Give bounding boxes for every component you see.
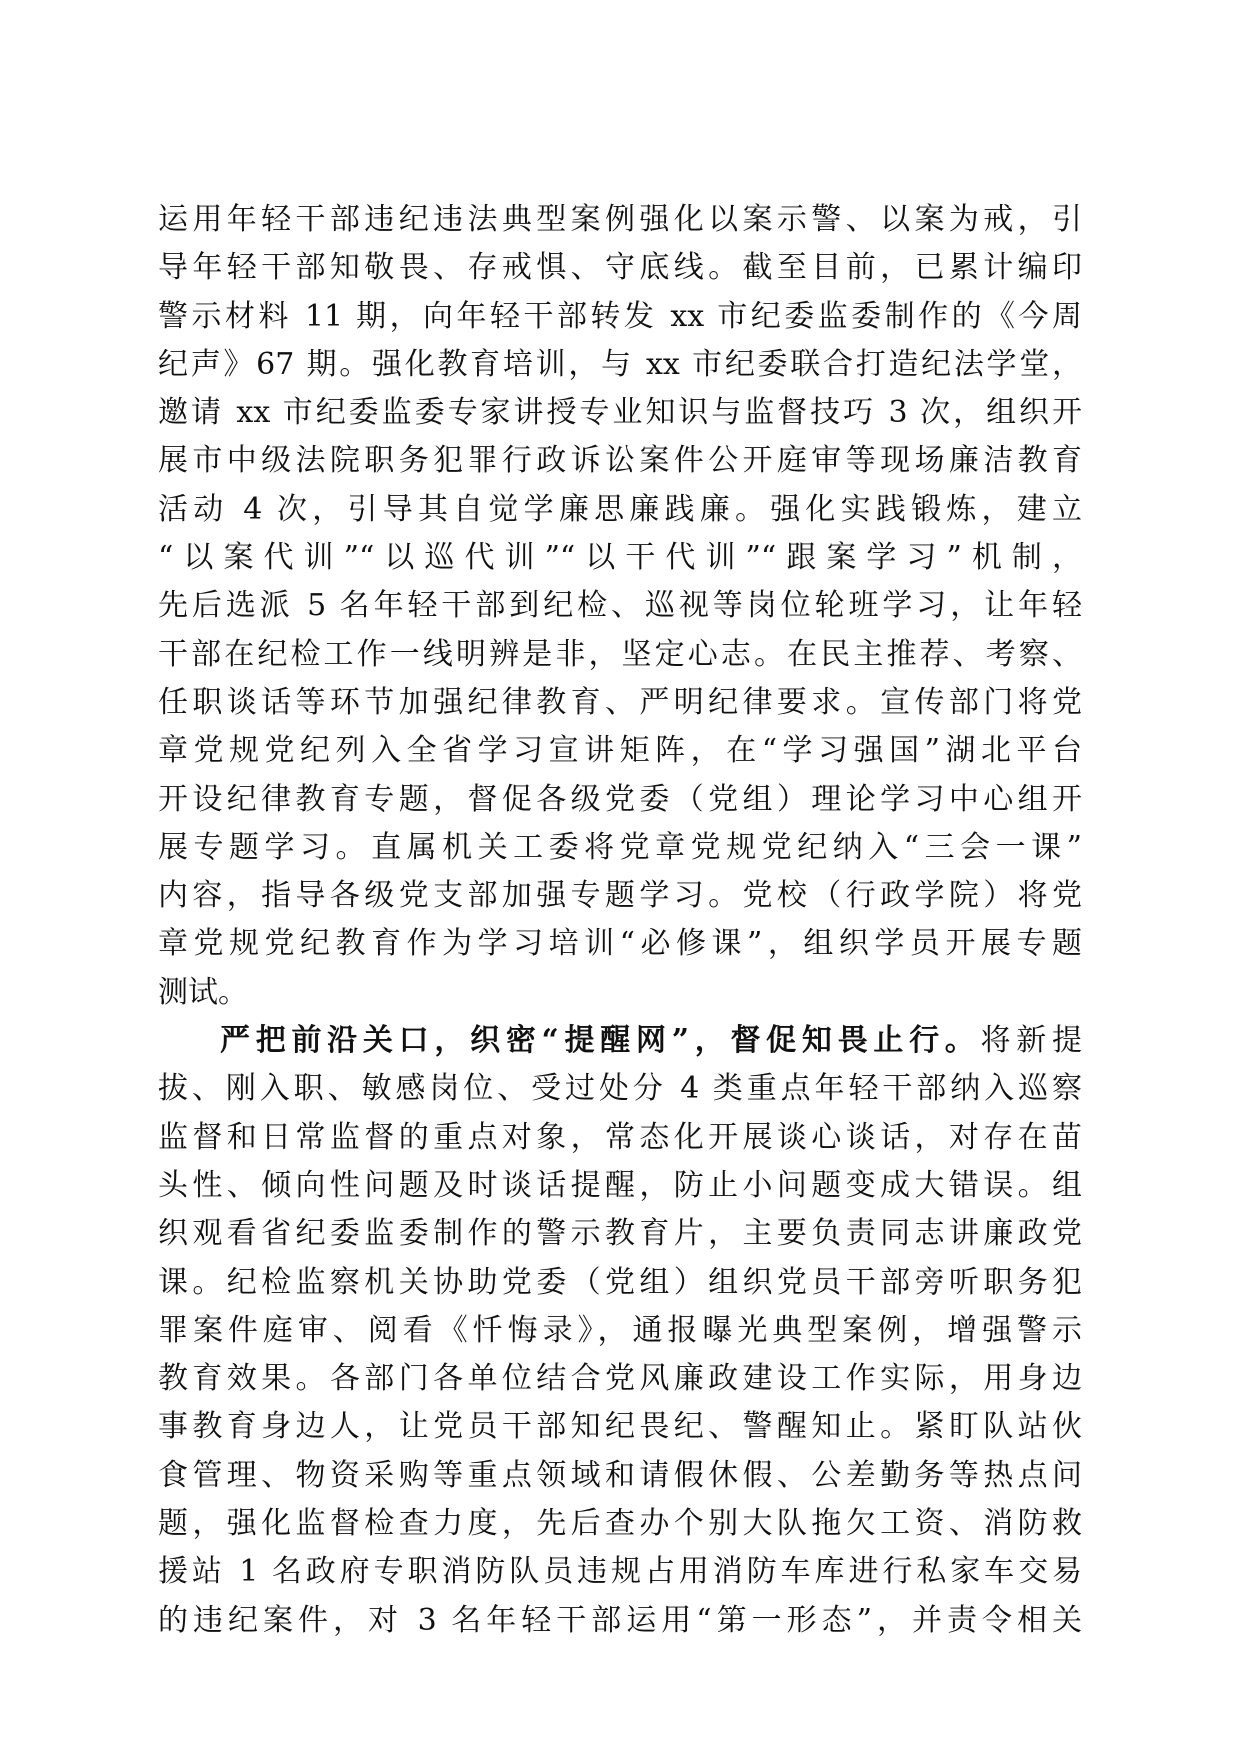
paragraph-first-line — [158, 1017, 1082, 1065]
paragraph-heading: 严把前沿关口，织密“提醒网”，督促知畏止行。 — [220, 1023, 981, 1059]
text-line: 罪案件庭审、阅看《忏悔录》，通报曝光典型案例，增强警示 — [158, 1312, 1082, 1348]
text-line: 活动 4 次，引导其自觉学廉思廉践廉。强化实践锻炼，建立 — [158, 491, 1082, 527]
text-line: 课。纪检监察机关协助党委（党组）组织党员干部旁听职务犯 — [158, 1264, 1082, 1300]
text-line: 运用年轻干部违纪违法典型案例强化以案示警、以案为戒，引 — [158, 202, 1082, 237]
text-line: 题，强化监督检查力度，先后查办个别大队拖欠工资、消防救 — [158, 1506, 1082, 1542]
paragraph-discipline-education — [158, 196, 1082, 1017]
text-line: 开设纪律教育专题，督促各级党委（党组）理论学习中心组开 — [158, 781, 1082, 817]
paragraph-reminder-network — [158, 1017, 1082, 1645]
text-line: 的违纪案件，对 3 名年轻干部运用“第一形态”，并责令相关 — [158, 1602, 1082, 1638]
text-run: 将新提 — [980, 1023, 1083, 1059]
text-line: 监督和日常监督的重点对象，常态化开展谈心谈话，对存在苗 — [158, 1119, 1082, 1155]
text-line: 邀请 xx 市纪委监委专家讲授专业知识与监督技巧 3 次，组织开 — [158, 395, 1082, 431]
text-line: 章党规党纪教育作为学习培训“必修课”，组织学员开展专题 — [158, 926, 1082, 962]
text-line: 干部在纪检工作一线明辨是非，坚定心志。在民主推荐、考察、 — [158, 636, 1082, 672]
text-line: 警示材料 11 期，向年轻干部转发 xx 市纪委监委制作的《今周 — [158, 298, 1082, 334]
text-line: 展专题学习。直属机关工委将党章党规党纪纳入“三会一课” — [158, 829, 1082, 865]
text-line: 章党规党纪列入全省学习宣讲矩阵，在“学习强国”湖北平台 — [158, 733, 1082, 769]
text-line: 食管理、物资采购等重点领域和请假休假、公差勤务等热点问 — [158, 1457, 1082, 1493]
text-line: “以案代训”“以巡代训”“以干代训”“跟案学习”机制， — [158, 540, 1082, 576]
text-line: 展市中级法院职务犯罪行政诉讼案件公开庭审等现场廉洁教育 — [158, 443, 1082, 479]
text-line: 事教育身边人，让党员干部知纪畏纪、警醒知止。紧盯队站伙 — [158, 1409, 1082, 1445]
text-line: 拔、刚入职、敏感岗位、受过处分 4 类重点年轻干部纳入巡察 — [158, 1071, 1082, 1107]
text-line: 测试。 — [158, 974, 248, 1010]
text-line: 纪声》67 期。强化教育培训，与 xx 市纪委联合打造纪法学堂， — [158, 346, 1082, 382]
document-body — [158, 196, 1082, 1645]
text-line: 先后选派 5 名年轻干部到纪检、巡视等岗位轮班学习，让年轻 — [158, 588, 1082, 624]
text-line: 头性、倾向性问题及时谈话提醒，防止小问题变成大错误。组 — [158, 1167, 1082, 1203]
text-line: 织观看省纪委监委制作的警示教育片，主要负责同志讲廉政党 — [158, 1216, 1082, 1252]
text-line: 援站 1 名政府专职消防队员违规占用消防车库进行私家车交易 — [158, 1554, 1082, 1590]
text-line: 任职谈话等环节加强纪律教育、严明纪律要求。宣传部门将党 — [158, 684, 1082, 720]
text-line: 导年轻干部知敬畏、存戒惧、守底线。截至目前，已累计编印 — [158, 250, 1082, 286]
text-line: 内容，指导各级党支部加强专题学习。党校（行政学院）将党 — [158, 878, 1082, 914]
text-line: 教育效果。各部门各单位结合党风廉政建设工作实际，用身边 — [158, 1361, 1082, 1397]
